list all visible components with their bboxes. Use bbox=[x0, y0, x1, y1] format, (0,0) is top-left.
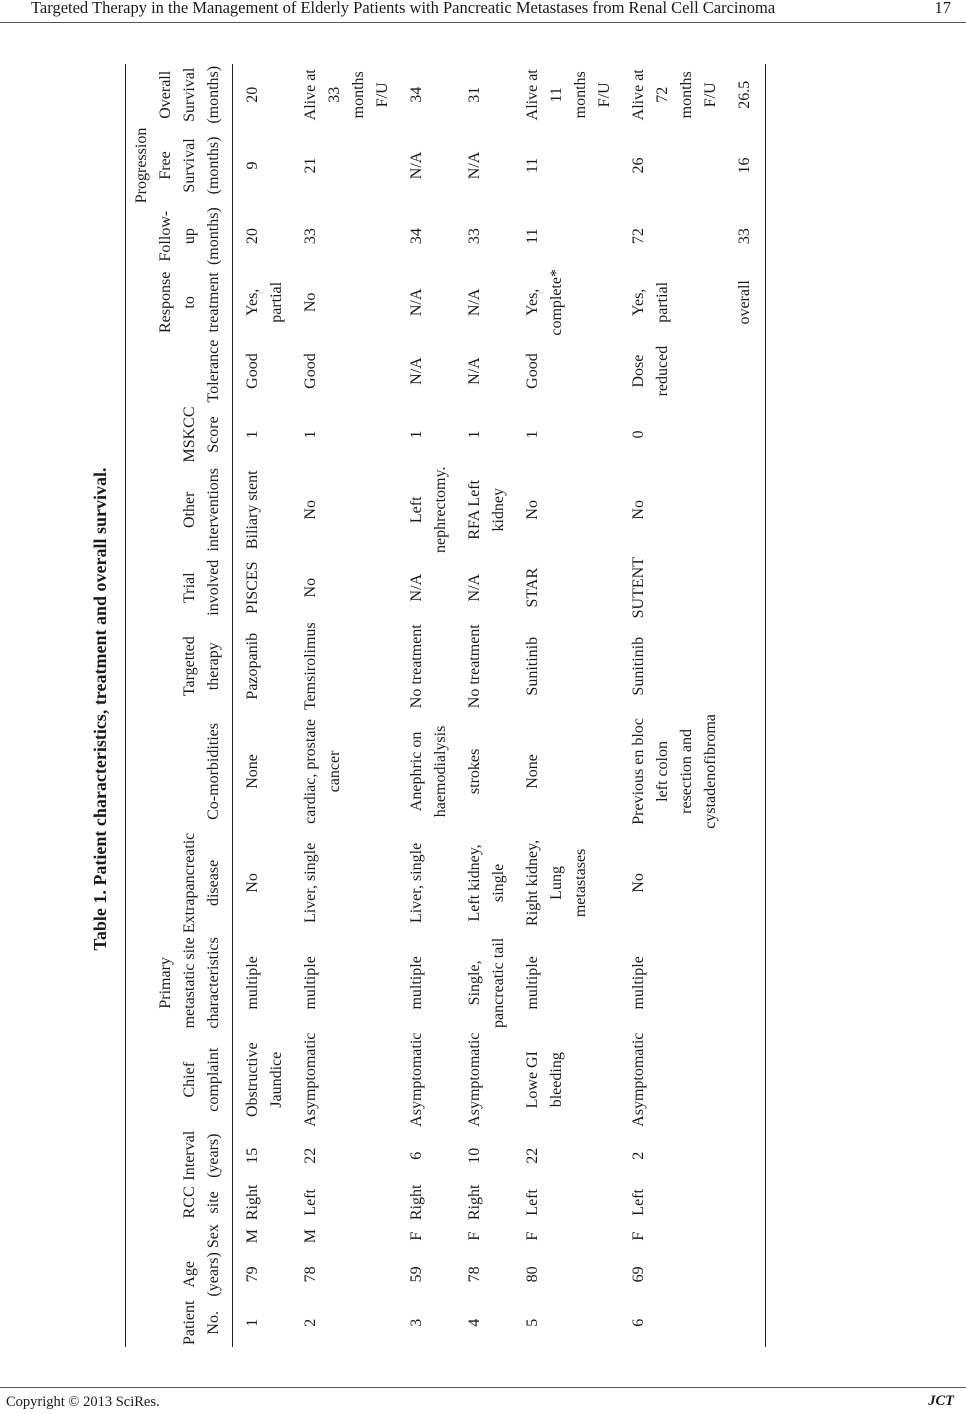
table-cell: Asymptomatic bbox=[630, 1032, 647, 1127]
summary-os: 26.5 bbox=[736, 80, 753, 109]
table-cell: 3 bbox=[408, 1318, 425, 1327]
table-cell: multiple bbox=[524, 956, 541, 1010]
table-cell: multiple bbox=[244, 956, 261, 1010]
table-cell: Yes, partial bbox=[630, 281, 671, 323]
table-cell: Left bbox=[524, 1189, 541, 1216]
table-cell: F bbox=[466, 1231, 483, 1241]
table-cell: Alive at 33 months F/U bbox=[302, 69, 391, 121]
running-header bbox=[0, 0, 966, 23]
table-cell: 0 bbox=[630, 430, 647, 439]
table-cell: 1 bbox=[244, 430, 261, 439]
col-header: Interval (years) bbox=[181, 1130, 222, 1181]
table-cell: No bbox=[302, 500, 319, 520]
table-cell: No bbox=[302, 292, 319, 313]
col-header: Progression Free Survival (months) bbox=[133, 127, 222, 204]
table-cell: 11 bbox=[524, 228, 541, 244]
table-cell: 59 bbox=[408, 1266, 425, 1283]
table-cell: Asymptomatic bbox=[408, 1032, 425, 1127]
table-cell: 34 bbox=[408, 228, 425, 245]
table-cell: 21 bbox=[302, 157, 319, 174]
col-header: RCC site bbox=[181, 1186, 222, 1219]
table-cell: multiple bbox=[408, 956, 425, 1010]
col-header: Tolerance bbox=[205, 339, 222, 403]
table-cell: 20 bbox=[244, 228, 261, 245]
summary-follow-up: 33 bbox=[736, 228, 753, 245]
table-cell: 79 bbox=[244, 1266, 261, 1283]
table-cell: SUTENT bbox=[630, 557, 647, 619]
table-cell: 33 bbox=[302, 228, 319, 245]
table-cell: Temsirolimus bbox=[302, 622, 319, 711]
table-cell: Good bbox=[302, 353, 319, 389]
table-cell: 69 bbox=[630, 1266, 647, 1283]
table-cell: 20 bbox=[244, 86, 261, 103]
table-cell: Pazopanib bbox=[244, 632, 261, 700]
table-cell: Lowe GI bleeding bbox=[524, 1051, 565, 1109]
table-cell: Liver, single bbox=[302, 842, 319, 924]
table-row bbox=[625, 64, 731, 1347]
table-cell: N/A bbox=[466, 288, 483, 317]
table-cell: 80 bbox=[524, 1266, 541, 1283]
col-header: Targetted therapy bbox=[181, 636, 222, 697]
table-cell: Asymptomatic bbox=[302, 1032, 319, 1127]
table-cell: Previous en bloc left colon resection and cystadenofibroma bbox=[630, 714, 719, 829]
table-cell: Left bbox=[630, 1189, 647, 1216]
table-cell: F bbox=[524, 1231, 541, 1241]
page-footer bbox=[0, 1387, 966, 1414]
table-cell: Good bbox=[524, 353, 541, 389]
table-cell: Alive at 72 months F/U bbox=[630, 69, 719, 121]
table-cell: 72 bbox=[630, 228, 647, 245]
table-cell: 31 bbox=[466, 86, 483, 103]
table-row bbox=[519, 64, 625, 1347]
table-cell: strokes bbox=[466, 748, 483, 795]
col-header: MSKCC Score bbox=[181, 406, 222, 463]
table-cell: RFA Left kidney bbox=[466, 479, 507, 540]
table-cell: 1 bbox=[302, 430, 319, 439]
table-cell: STAR bbox=[524, 567, 541, 608]
table-cell: 78 bbox=[302, 1266, 319, 1283]
table-cell: Right bbox=[466, 1184, 483, 1221]
table-cell: 22 bbox=[302, 1147, 319, 1164]
table-cell: Yes, partial bbox=[244, 281, 285, 323]
table-cell: Obstructive Jaundice bbox=[244, 1042, 285, 1118]
table-cell: F bbox=[408, 1231, 425, 1241]
table-cell: Asymptomatic bbox=[466, 1032, 483, 1127]
table-cell: Right bbox=[244, 1184, 261, 1221]
table-cell: Right bbox=[408, 1184, 425, 1221]
col-header: Extrapancreatic disease bbox=[181, 832, 222, 934]
table-cell: Left bbox=[302, 1189, 319, 1216]
table-cell: 11 bbox=[524, 157, 541, 174]
table-cell: cardiac, prostate cancer bbox=[302, 719, 343, 824]
table-cell: N/A bbox=[408, 151, 425, 180]
table-cell: 10 bbox=[466, 1147, 483, 1164]
table-cell: No treatment bbox=[408, 624, 425, 709]
table-row bbox=[403, 64, 461, 1347]
table-cell: 5 bbox=[524, 1318, 541, 1327]
table-cell: 1 bbox=[466, 430, 483, 439]
table-cell: None bbox=[524, 754, 541, 789]
table-cell: 1 bbox=[524, 430, 541, 439]
col-header: Primary metastatic site characteristics bbox=[157, 937, 222, 1029]
table-cell: Alive at 11 months F/U bbox=[524, 69, 613, 121]
table-cell: 26 bbox=[630, 157, 647, 174]
table-cell: F bbox=[630, 1231, 647, 1241]
table-cell: Dose reduced bbox=[630, 345, 671, 397]
summary-label: overall bbox=[736, 280, 753, 325]
table-header-row bbox=[126, 64, 233, 1347]
table-cell: N/A bbox=[408, 288, 425, 317]
table-cell: Sunitinib bbox=[630, 636, 647, 696]
table-cell: 15 bbox=[244, 1147, 261, 1164]
table-cell: multiple bbox=[302, 956, 319, 1010]
table-cell: 6 bbox=[630, 1318, 647, 1327]
table-cell: multiple bbox=[630, 956, 647, 1010]
table-caption: Table 1. Patient characteristics, treatment and overall survival. bbox=[90, 467, 110, 951]
summary-pfs: 16 bbox=[736, 157, 753, 174]
col-header: Overall Survival (months) bbox=[157, 65, 222, 124]
table-cell: N/A bbox=[408, 573, 425, 602]
table-cell: Biliary stent bbox=[244, 470, 261, 550]
table-cell: 2 bbox=[302, 1318, 319, 1327]
table-cell: M bbox=[244, 1229, 261, 1244]
table-cell: N/A bbox=[466, 357, 483, 385]
table-cell: 9 bbox=[244, 161, 261, 170]
table-cell: No bbox=[630, 500, 647, 520]
col-header: Sex bbox=[205, 1224, 222, 1249]
table-cell: PISCES bbox=[244, 561, 261, 614]
table-cell: N/A bbox=[466, 151, 483, 180]
table-cell: M bbox=[302, 1229, 319, 1244]
table-cell: 22 bbox=[524, 1147, 541, 1164]
table-row bbox=[297, 64, 403, 1347]
running-title: Targeted Therapy in the Management of Elderly Patients with Pancreatic Metastases from Renal Cell Carcinoma bbox=[31, 0, 776, 17]
copyright-text: Copyright © 2013 SciRes. bbox=[6, 1394, 160, 1410]
table-cell: No treatment bbox=[466, 624, 483, 709]
table-cell: Left nephrectomy. bbox=[408, 466, 449, 554]
table-cell: 1 bbox=[408, 430, 425, 439]
page-number: 17 bbox=[934, 0, 951, 17]
table-cell: 33 bbox=[466, 228, 483, 245]
table-cell: Liver, single bbox=[408, 842, 425, 924]
table-cell: No bbox=[244, 873, 261, 893]
table-row bbox=[461, 64, 519, 1347]
table-row bbox=[233, 64, 298, 1347]
table-cell: N/A bbox=[466, 573, 483, 602]
col-header: Trial involved bbox=[181, 559, 222, 616]
table-cell: 2 bbox=[630, 1151, 647, 1160]
table-cell: Single, pancreatic tail bbox=[466, 937, 507, 1028]
table-cell: No bbox=[630, 873, 647, 893]
table-cell: 6 bbox=[408, 1151, 425, 1160]
table-cell: Yes, complete* bbox=[524, 269, 565, 336]
journal-abbrev: JCT bbox=[928, 1393, 954, 1409]
table-cell: Left kidney, single bbox=[466, 844, 507, 922]
table-cell: Good bbox=[244, 353, 261, 389]
table-cell: 78 bbox=[466, 1266, 483, 1283]
patient-table bbox=[125, 64, 766, 1347]
table-cell: 1 bbox=[244, 1318, 261, 1327]
table-cell: None bbox=[244, 754, 261, 789]
col-header: Patient No. bbox=[181, 1300, 222, 1345]
table-cell: Anephric on haemodialysis bbox=[408, 725, 449, 818]
table-cell: No bbox=[302, 577, 319, 598]
col-header: Co-morbidities bbox=[205, 722, 222, 820]
table-cell: Sunitinib bbox=[524, 636, 541, 696]
rotated-table-region bbox=[90, 65, 886, 1350]
table-cell: N/A bbox=[408, 357, 425, 385]
col-header: Follow-up (months) bbox=[157, 207, 222, 266]
table-cell: 4 bbox=[466, 1318, 483, 1327]
col-header: Other interventions bbox=[181, 468, 222, 552]
col-header: Age (years) bbox=[181, 1252, 222, 1297]
col-header: Chief complaint bbox=[181, 1047, 222, 1112]
summary-row bbox=[731, 64, 766, 1347]
table-cell: 34 bbox=[408, 86, 425, 103]
table-cell: Right kidney, Lung metastases bbox=[524, 839, 589, 926]
table-cell: No bbox=[524, 500, 541, 520]
col-header: Response to treatment bbox=[157, 271, 222, 333]
